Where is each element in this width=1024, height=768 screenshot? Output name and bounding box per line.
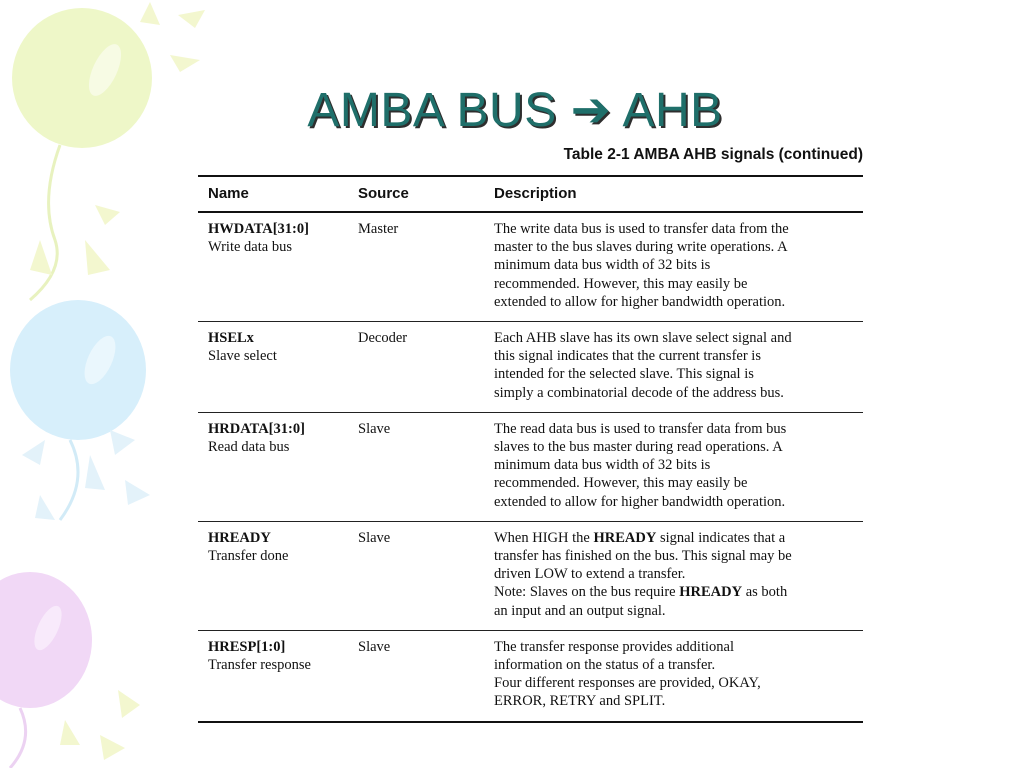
signal-name-cell <box>198 521 348 630</box>
description-text: When HIGH the <box>494 529 594 546</box>
description-line: The write data bus is used to transfer data from the <box>494 221 789 237</box>
signal-description <box>484 412 863 521</box>
description-line: ERROR, RETRY and SPLIT. <box>494 693 666 710</box>
signal-reference: HREADY <box>679 584 743 601</box>
description-line <box>494 529 863 547</box>
signal-name-cell <box>198 322 348 413</box>
slide-title: AMBA BUS ➔ AHB <box>307 84 723 137</box>
signal-name: HRDATA[31:0] <box>208 420 305 437</box>
description-line: intended for the selected slave. This signal is <box>494 366 754 383</box>
description-text: Note: Slaves on the bus require <box>494 584 680 601</box>
table-row <box>198 630 863 721</box>
header-name: Name <box>208 185 249 202</box>
description-line: slaves to the bus master during read operations. A <box>494 439 783 456</box>
description-line: recommended. However, this may easily be <box>494 275 748 292</box>
signal-description <box>484 212 863 322</box>
table-row <box>198 412 863 521</box>
table-caption: Table 2-1 AMBA AHB signals (continued) <box>563 146 863 163</box>
description-line: extended to allow for higher bandwidth operation. <box>494 493 786 510</box>
description-line: Each AHB slave has its own slave select signal and <box>494 330 792 347</box>
table-row <box>198 322 863 413</box>
description-text: signal indicates that a <box>656 529 786 546</box>
signal-source: Master <box>358 221 399 237</box>
signal-name-cell <box>198 412 348 521</box>
signal-description <box>484 630 863 721</box>
signal-description <box>484 521 863 630</box>
description-line: simply a combinatorial decode of the address bus. <box>494 384 784 401</box>
purple-balloon-icon <box>0 572 140 768</box>
signal-subtitle: Slave select <box>208 348 277 365</box>
description-line: extended to allow for higher bandwidth operation. <box>494 293 786 310</box>
signal-reference: HREADY <box>593 529 657 546</box>
description-line: recommended. However, this may easily be <box>494 475 748 492</box>
signal-subtitle: Transfer response <box>208 657 311 674</box>
description-line: driven LOW to extend a transfer. <box>494 566 686 583</box>
description-line: this signal indicates that the current transfer is <box>494 348 761 365</box>
blue-balloon-icon <box>10 300 150 520</box>
ahb-signals-table <box>198 175 863 723</box>
description-line: The read data bus is used to transfer data from bus <box>494 420 787 437</box>
signal-name: HSELx <box>208 330 254 347</box>
description-line: minimum data bus width of 32 bits is <box>494 257 711 274</box>
table-header-row <box>198 176 863 212</box>
description-line: minimum data bus width of 32 bits is <box>494 457 711 474</box>
signal-name: HWDATA[31:0] <box>208 221 309 237</box>
signal-source: Slave <box>358 420 391 437</box>
header-source: Source <box>358 185 409 202</box>
yellow-balloon-icon <box>12 2 205 300</box>
description-line <box>494 583 863 601</box>
header-description: Description <box>494 185 577 202</box>
description-line: The transfer response provides additional <box>494 638 734 655</box>
signal-name-cell <box>198 212 348 322</box>
signal-subtitle: Write data bus <box>208 239 292 256</box>
description-line: Four different responses are provided, OKAY, <box>494 675 761 692</box>
signal-source: Slave <box>358 638 391 655</box>
signal-name: HRESP[1:0] <box>208 638 286 655</box>
description-line: transfer has finished on the bus. This signal may be <box>494 548 792 565</box>
signal-subtitle: Transfer done <box>208 548 289 565</box>
description-line: master to the bus slaves during write operations. A <box>494 239 788 256</box>
signal-source: Slave <box>358 529 391 546</box>
table-row <box>198 212 863 322</box>
description-line: an input and an output signal. <box>494 602 666 619</box>
signal-name-cell <box>198 630 348 721</box>
signal-subtitle: Read data bus <box>208 439 290 456</box>
description-text: as both <box>742 584 788 601</box>
signal-name: HREADY <box>208 529 271 546</box>
signal-description <box>484 322 863 413</box>
signal-source: Decoder <box>358 330 408 347</box>
table-row <box>198 521 863 630</box>
description-line: information on the status of a transfer. <box>494 657 716 674</box>
